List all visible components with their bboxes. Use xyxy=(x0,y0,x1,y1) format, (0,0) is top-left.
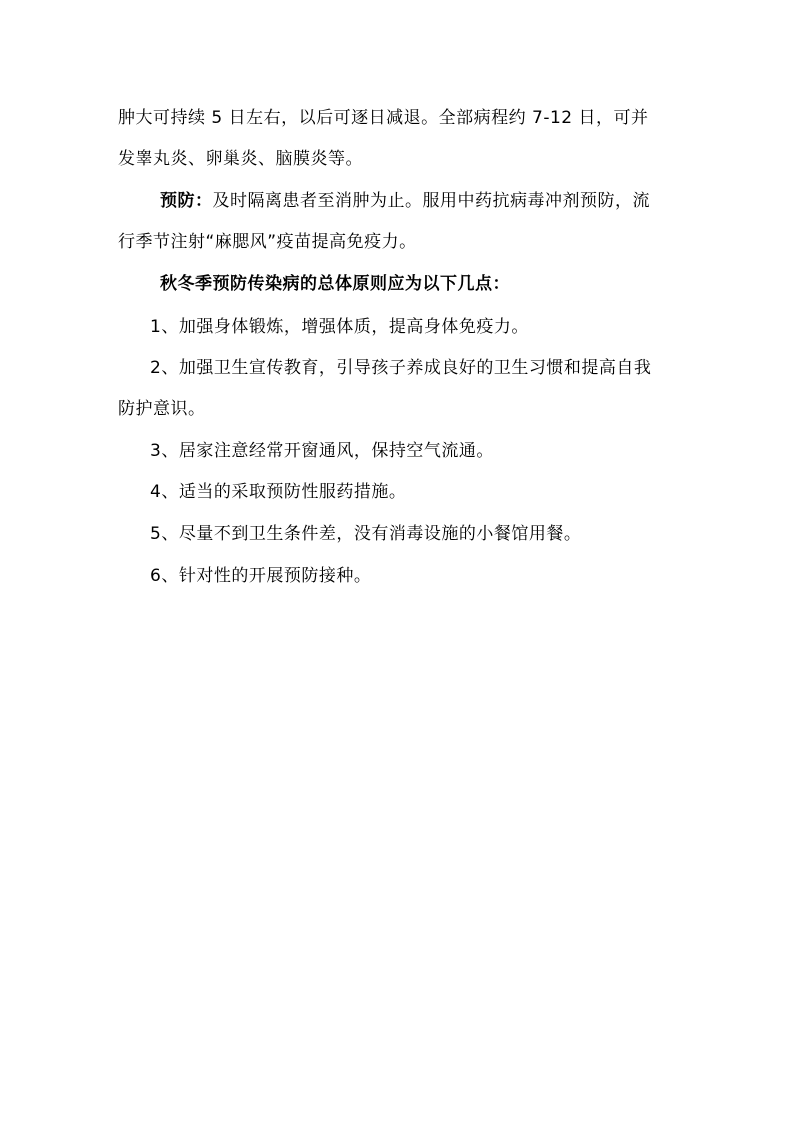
list-item: 4、适当的采取预防性服药措施。 xyxy=(150,482,407,502)
list-item: 5、尽量不到卫生条件差，没有消毒设施的小餐馆用餐。 xyxy=(150,524,582,544)
prevention-label: 预防： xyxy=(160,191,213,211)
paragraph-line: 肿大可持续 5 日左右，以后可逐日减退。全部病程约 7-12 日，可并 xyxy=(118,108,649,128)
prevention-paragraph xyxy=(160,190,650,212)
list-item: 3、居家注意经常开窗通风，保持空气流通。 xyxy=(150,441,494,461)
list-item: 6、针对性的开展预防接种。 xyxy=(150,566,372,586)
section-heading: 秋冬季预防传染病的总体原则应为以下几点： xyxy=(160,274,510,294)
list-item: 2、加强卫生宣传教育，引导孩子养成良好的卫生习惯和提高自我 xyxy=(150,358,652,378)
prevention-text: 及时隔离患者至消肿为止。服用中药抗病毒冲剂预防，流 xyxy=(212,191,650,211)
list-item: 1、加强身体锻炼，增强体质，提高身体免疫力。 xyxy=(150,317,529,337)
paragraph-line: 行季节注射“麻腮风”疫苗提高免疫力。 xyxy=(118,232,417,252)
list-item-continuation: 防护意识。 xyxy=(118,399,206,419)
paragraph-line: 发睾丸炎、卵巢炎、脑膜炎等。 xyxy=(118,149,363,169)
